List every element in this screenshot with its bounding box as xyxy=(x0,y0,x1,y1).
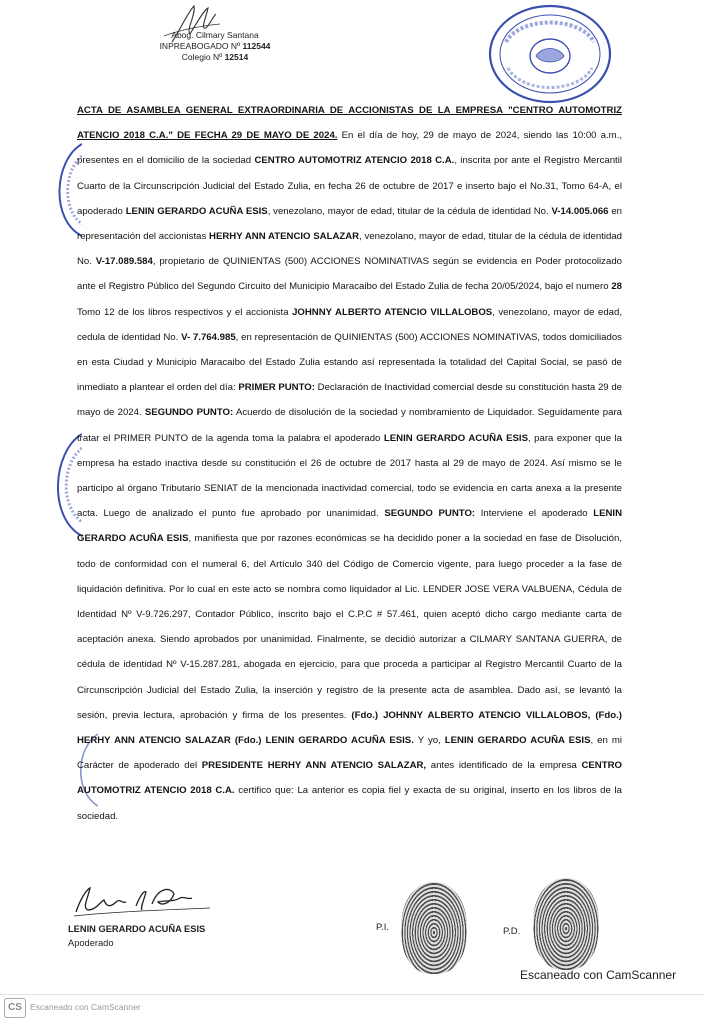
apoderado-name: LENIN GERARDO ACUÑA ESIS xyxy=(444,735,591,747)
herhy-name: HERHY ANN ATENCIO SALAZAR xyxy=(209,231,360,243)
company-name: CENTRO AUTOMOTRIZ ATENCIO 2018 C.A. xyxy=(254,155,455,167)
text-segment: Acuerdo de disolución de la sociedad y nombramiento de Liquidador. Seguidamente para tratar el PRIMER PUNTO de la agenda toma la palabra el apoderado xyxy=(77,407,622,444)
signatories-line: (Fdo.) JOHNNY ALBERTO ATENCIO VILLALOBOS, (Fdo.) HERHY ANN ATENCIO SALAZAR (Fdo.) LENIN GERARDO ACUÑA ESIS. xyxy=(77,709,622,747)
inpre-label: INPREABOGADO Nº xyxy=(159,41,241,51)
side-stamp-upper xyxy=(40,140,82,240)
text-segment: , inscrita por ante el Registro Mercantil Cuarto de la Circunscripción Judicial del Estado Zulia, en fecha 26 de octubre de 2017 e inserto bajo el No.31, Tomo 64-A, el apoderado xyxy=(77,155,622,217)
colegio-number: 12514 xyxy=(224,52,249,62)
ci-apoderado: V-14.005.066 xyxy=(551,205,609,217)
apoderado-name: LENIN GERARDO ACUÑA ESIS xyxy=(77,508,623,545)
right-fingerprint-label: P.D. xyxy=(503,926,521,937)
scanner-footer xyxy=(0,998,704,1024)
ci-johnny: V- 7.764.985 xyxy=(181,331,236,343)
presidente-name: PRESIDENTE HERHY ANN ATENCIO SALAZAR, xyxy=(201,760,427,772)
right-fingerprint xyxy=(533,878,599,970)
signatory-name: LENIN GERARDO ACUÑA ESIS xyxy=(68,924,206,934)
text-segment: en representación del accionistas xyxy=(77,205,623,243)
text-segment: , en representación de QUINIENTAS (500) ACCIONES NOMINATIVAS, todos domiciliados en esta Ciudad y Municipio Maracaibo del Estado Zulia estando así representada la totalidad del Capital Social, se pasó de inmediato a plantear el orden del día: xyxy=(77,331,622,394)
apoderado-name: LENIN GERARDO ACUÑA ESIS xyxy=(383,432,528,444)
company-name: CENTRO AUTOMOTRIZ ATENCIO 2018 C.A. xyxy=(77,760,622,797)
text-segment: certifico que: La anterior es copia fiel y exacta de su original, inserto en los libros de la sociedad. xyxy=(77,785,622,822)
side-stamp-lower xyxy=(40,430,82,540)
inpreabogado-line xyxy=(100,41,330,52)
lawyer-name: Abog. Cilmary Santana xyxy=(171,30,259,40)
official-stamp xyxy=(486,2,614,107)
text-segment: , en mi Carácter de apoderado del xyxy=(77,735,622,772)
text-segment: , venezolano, mayor de edad, cedula de identidad No. xyxy=(77,306,622,343)
text-segment: Declaración de Inactividad comercial desde su constitución hasta 29 de mayo de 2024. xyxy=(77,382,622,419)
camscanner-logo-icon: CS xyxy=(4,998,26,1018)
text-segment: , propietario de QUINIENTAS (500) ACCIONES NOMINATIVAS según se evidencia en Poder protocolizado ante el Registro Público del Segundo Circuito del Municipio Maracaibo del Estado Zulia de fecha 20/05/2024, bajo el numero xyxy=(77,256,622,293)
segundo-punto-label: SEGUNDO PUNTO: xyxy=(144,407,234,419)
colegio-label: Colegio Nº xyxy=(181,52,223,62)
apoderado-name: LENIN GERARDO ACUÑA ESIS xyxy=(125,205,268,217)
registry-number: 28 xyxy=(611,281,622,293)
ci-herhy: V-17.089.584 xyxy=(95,256,153,268)
text-segment: , venezolano, mayor de edad, titular de la cédula de identidad No. xyxy=(267,205,552,217)
footer-divider xyxy=(0,994,704,995)
text-segment: Y yo, xyxy=(413,735,445,747)
johnny-name: JOHNNY ALBERTO ATENCIO VILLALOBOS xyxy=(292,306,493,318)
camscanner-footer-text: Escaneado con CamScanner xyxy=(30,1002,141,1012)
text-segment: , venezolano, mayor de edad, titular de la cédula de identidad No. xyxy=(77,231,622,268)
inpre-number: 112544 xyxy=(242,41,271,51)
text-segment: , para exponer que la empresa ha estado inactiva desde su constitución el 26 de octubre de 2017 hasta al 29 de mayo de 2024. Así mismo se le participo al órgano Tributario SENIAT de la mencionada inactividad comercial, todo se evidencia en carta anexa a la presente acta. Luego de analizado el punto fue aprobado por unanimidad. xyxy=(77,432,622,520)
text-segment: En el día de hoy, 29 de mayo de 2024, siendo las 10:00 a.m., presentes en el domicilio de la sociedad xyxy=(77,130,623,167)
left-fingerprint xyxy=(401,882,467,974)
text-segment: Tomo 12 de los libros respectivos y el accionista xyxy=(77,306,293,318)
text-segment: , manifiesta que por razones económicas se ha decidido poner a la sociedad en fase de Disolución, todo de conformidad con el numeral 6, del Artículo 340 del Código de Comercio vigente, para luego proceder a la fase de liquidación definitiva. Por lo cual en este acto se nombra como liquidador al Lic. LENDER JOSE VERA VALBUENA, Cédula de Identidad Nº V-9.726.297, Contador Público, inscrito bajo el C.P.C # 57.461, quien aceptó dicho cargo mediante carta de aceptación anexa. Siendo aprobados por unanimidad. Finalmente, se decidió autorizar a CILMARY SANTANA GUERRA, de cédula de identidad Nº V-15.287.281, abogada en ejercicio, para que proceda a participar al Registro Mercantil Cuarto de la Circunscripción Judicial del Estado Zulia, la inserción y registro de la presente acta de asamblea. Dado así, se levantó la sesión, previa lectura, aprobación y firma de los presentes. xyxy=(77,533,622,721)
text-segment: antes identificado de la empresa xyxy=(426,760,582,772)
signatory-role: Apoderado xyxy=(68,938,114,948)
left-fingerprint-label: P.I. xyxy=(376,922,390,933)
lawyer-header xyxy=(100,30,330,63)
text-segment: Interviene el apoderado xyxy=(475,508,594,520)
colegio-line xyxy=(100,52,330,63)
apoderado-signature xyxy=(70,880,220,920)
segundo-punto-label-2: SEGUNDO PUNTO: xyxy=(384,508,476,520)
main-paragraph xyxy=(77,98,622,829)
primer-punto-label: PRIMER PUNTO: xyxy=(238,382,315,394)
camscanner-watermark: Escaneado con CamScanner xyxy=(520,968,677,982)
document-title: ACTA DE ASAMBLEA GENERAL EXTRAORDINARIA DE ACCIONISTAS DE LA EMPRESA "CENTRO AUTOMOTRIZ ATENCIO 2018 C.A." DE FECHA 29 DE MAYO DE 2024. xyxy=(77,105,622,142)
document-body xyxy=(77,98,622,829)
